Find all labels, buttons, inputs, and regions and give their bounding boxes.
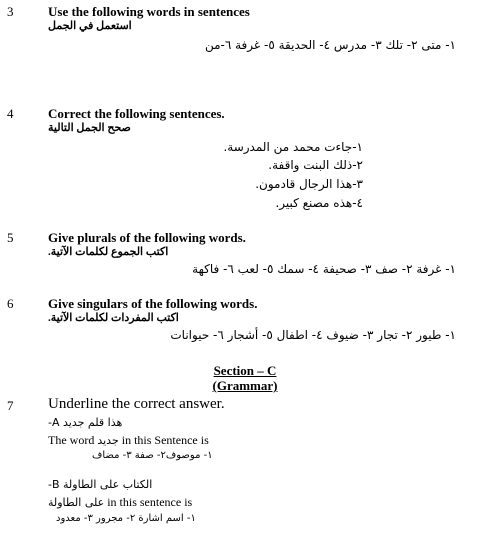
word-list: ١- غرفة ٢- صف ٣- صحيفة ٤- سمك ٥- لعب ٦- فاكهة <box>192 262 456 276</box>
sentence-line: ١-جاءت محمد من المدرسة. <box>223 140 363 154</box>
part-a-sentence <box>48 416 122 429</box>
question-number: 5 <box>7 230 14 245</box>
question-title: Give singulars of the following words. <box>48 296 258 311</box>
suffix-text: in this Sentence is <box>121 433 209 447</box>
sentence-line: ٢-ذلك البنت واقفة. <box>268 158 363 172</box>
question-number: 3 <box>7 4 14 19</box>
question-number: 4 <box>7 106 14 121</box>
section-subtitle: (Grammar) <box>212 378 278 393</box>
question-title: Use the following words in sentences <box>48 4 250 19</box>
arabic-sentence: الكتاب على الطاولة <box>63 478 153 491</box>
section-title: Section – C <box>213 363 277 378</box>
question-title: Underline the correct answer. <box>48 396 225 412</box>
question-number: 7 <box>7 398 14 413</box>
question-title-arabic: اكتب الجموع لكلمات الآتية. <box>48 246 169 258</box>
question-title-arabic: صحح الجمل التالية <box>48 122 131 134</box>
word-list: ١- متى ٢- تلك ٣- مدرس ٤- الحديقة ٥- غرفة ٦-من <box>204 38 456 52</box>
question-title: Correct the following sentences. <box>48 106 225 121</box>
question-title: Give plurals of the following words. <box>48 230 246 245</box>
question-title-arabic: استعمل في الجمل <box>48 20 132 32</box>
part-b-sentence <box>48 478 152 491</box>
part-label: B- <box>48 478 60 491</box>
sentence-line: ٣-هذا الرجال قادمون. <box>255 177 363 191</box>
question-title-arabic: اكتب المفردات لكلمات الآتية. <box>48 312 179 324</box>
arabic-sentence: هذا قلم جديد <box>63 416 123 429</box>
word-list: ١- طيور ٢- تجار ٣- ضيوف ٤- اطفال ٥- أشجار ٦- حيوانات <box>170 328 456 342</box>
answer-options: ١- موصوف٢- صفة ٣- مضاف <box>92 450 213 461</box>
prefix-text: The word <box>48 433 95 447</box>
part-label: A- <box>48 416 60 429</box>
answer-options: ١- اسم اشارة ٢- مجرور ٣- معدود <box>56 513 196 524</box>
target-word: على الطاولة <box>48 496 105 509</box>
target-word: جديد <box>97 434 119 447</box>
sentence-line: ٤-هذه مصنع كبير. <box>275 196 363 210</box>
question-number: 6 <box>7 296 14 311</box>
part-b-question <box>48 495 192 510</box>
part-a-question <box>48 433 209 448</box>
suffix-text: in this sentence is <box>107 495 193 509</box>
